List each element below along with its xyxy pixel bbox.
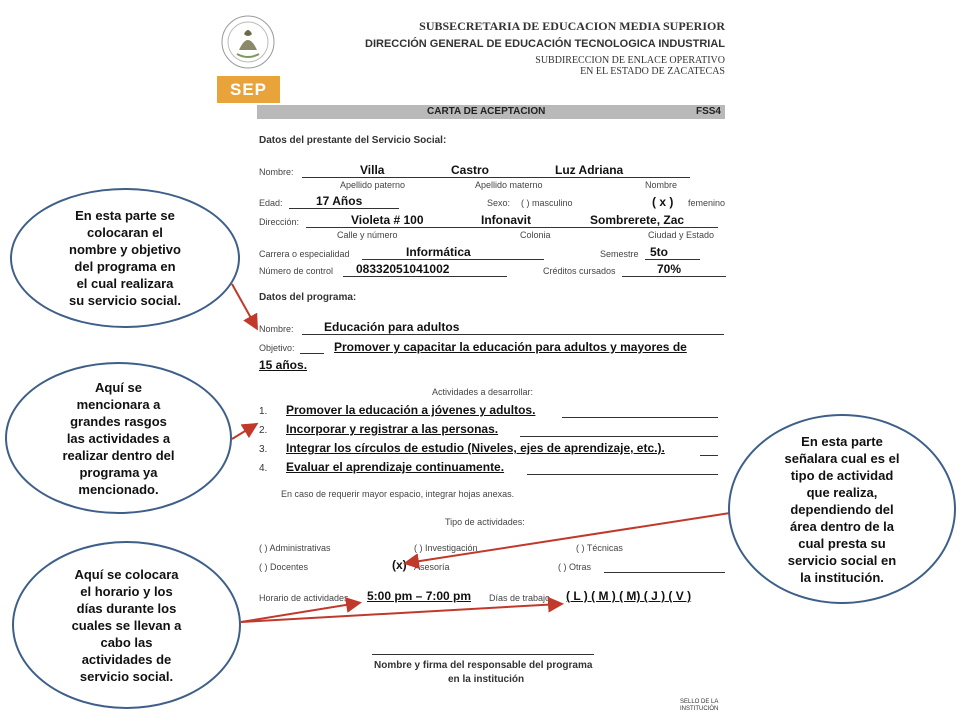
carrera-label: Carrera o especialidad — [259, 249, 350, 259]
objetivo-line-2: 15 años. — [259, 358, 308, 372]
header-line-3a: SUBDIRECCION DE ENLACE OPERATIVO — [535, 55, 725, 66]
callout-schedule-line: Aquí se colocara — [74, 566, 179, 582]
tipo-title: Tipo de actividades: — [445, 517, 525, 527]
header-line-2: DIRECCIÓN GENERAL DE EDUCACIÓN TECNOLOGICA INDUSTRIAL — [365, 38, 725, 50]
actividad-4: Evaluar el aprendizaje continuamente. — [286, 460, 505, 474]
calle-value: Violeta # 100 — [351, 213, 424, 227]
masculino-option: ( ) masculino — [521, 198, 573, 208]
actividad-3: Integrar los círculos de estudio (Niveles, ejes de aprendizaje, etc.). — [286, 441, 665, 455]
carrera-value: Informática — [406, 245, 471, 259]
actividad-2: Incorporar y registrar a las personas. — [286, 422, 499, 436]
callout-program-line: En esta parte se — [75, 208, 175, 223]
objetivo-label: Objetivo: — [259, 343, 295, 353]
programa-nombre-label: Nombre: — [259, 324, 294, 334]
callout-schedule — [12, 541, 241, 709]
section-programa: Datos del programa: — [259, 292, 357, 303]
section-prestante: Datos del prestante del Servicio Social: — [259, 135, 447, 146]
arrow-activities — [232, 425, 255, 439]
edad-label: Edad: — [259, 198, 283, 208]
callout-type — [728, 414, 956, 604]
sexo-label: Sexo: — [487, 198, 511, 208]
callout-type-line: que realiza, — [806, 484, 878, 500]
tipo-tecnicas: ( ) Técnicas — [576, 543, 623, 553]
tipo-investigacion: ( ) Investigación — [414, 543, 478, 553]
apellido-paterno-label: Apellido paterno — [340, 180, 406, 190]
callout-type-line: señalara cual es el — [784, 450, 900, 466]
actividad-num-3: 3. — [259, 444, 268, 455]
sello-line-1: SELLO DE LA — [680, 699, 719, 705]
callout-program — [10, 188, 240, 328]
control-label: Número de control — [259, 266, 334, 276]
semestre-value: 5to — [650, 245, 668, 259]
arrow-program — [232, 284, 256, 327]
callout-schedule-line: el horario y los — [80, 583, 173, 599]
femenino-mark: ( x ) — [652, 195, 674, 209]
callout-program-line: su servicio social. — [68, 293, 181, 308]
callout-program-line: del programa en — [74, 259, 176, 274]
callout-activities-line: Aquí se — [95, 379, 142, 395]
callout-activities-line: las actividades a — [66, 430, 171, 446]
actividad-num-4: 4. — [259, 463, 268, 474]
ciudad-label: Ciudad y Estado — [648, 230, 715, 240]
firma-label-1: Nombre y firma del responsable del programa — [374, 660, 593, 671]
callout-activities-line: programa ya — [79, 464, 158, 480]
dias-label: Días de trabajo — [489, 593, 551, 603]
actividades-title: Actividades a desarrollar: — [432, 387, 534, 397]
callout-schedule-line: días durante los — [76, 600, 177, 616]
colonia-label: Colonia — [520, 230, 551, 240]
creditos-label: Créditos cursados — [543, 266, 616, 276]
apellido-materno-value: Castro — [451, 163, 490, 177]
callout-type-line: En esta parte — [801, 433, 883, 449]
callout-program-line: colocaran el — [87, 225, 163, 240]
ciudad-value: Sombrerete, Zac — [590, 213, 685, 227]
control-value: 08332051041002 — [356, 262, 450, 276]
actividad-num-2: 2. — [259, 425, 268, 436]
tipo-otras: ( ) Otras — [558, 562, 591, 572]
direccion-label: Dirección: — [259, 217, 300, 227]
callout-schedule-line: servicio social. — [79, 668, 174, 684]
callout-type-line: la institución. — [800, 569, 884, 585]
callout-schedule-line: actividades de — [81, 651, 172, 667]
callout-type-line: tipo de actividad — [790, 467, 894, 483]
arrow-dias — [241, 604, 560, 622]
apellido-paterno-value: Villa — [360, 163, 385, 177]
objetivo-line-1: Promover y capacitar la educación para adultos y mayores de — [334, 340, 687, 354]
callout-activities-line: grandes rasgos — [70, 413, 167, 429]
nombre-value: Luz Adriana — [555, 163, 624, 177]
tipo-asesoria-mark: (x) — [392, 558, 407, 572]
femenino-option: femenino — [688, 198, 726, 208]
form-code: FSS4 — [695, 106, 721, 117]
callout-activities — [5, 362, 232, 514]
actividad-num-1: 1. — [259, 406, 268, 417]
callout-type-line: dependiendo del — [790, 501, 894, 517]
tipo-administrativas: ( ) Administrativas — [259, 543, 331, 553]
callout-type-line: cual presta su — [798, 535, 886, 551]
apellido-materno-label: Apellido materno — [475, 180, 543, 190]
callout-activities-line: realizar dentro del — [62, 447, 175, 463]
nombre-label: Nombre: — [259, 167, 294, 177]
sello-line-2: INSTITUCIÓN — [680, 706, 719, 712]
form-title: CARTA DE ACEPTACION — [427, 106, 546, 117]
callout-activities-line: mencionara a — [76, 396, 161, 412]
semestre-label: Semestre — [600, 249, 639, 259]
callout-program-line: nombre y objetivo — [69, 242, 181, 257]
callout-program-line: el cual realizara — [76, 276, 174, 291]
firma-label-2: en la institución — [448, 674, 525, 685]
callout-activities-line: mencionado. — [78, 481, 159, 497]
sep-logo-text: SEP — [217, 76, 280, 103]
creditos-value: 70% — [657, 262, 682, 276]
header-line-1: SUBSECRETARIA DE EDUCACION MEDIA SUPERIOR — [419, 19, 725, 33]
nombre-sub-label: Nombre — [645, 180, 678, 190]
header-line-3b: EN EL ESTADO DE ZACATECAS — [580, 66, 725, 77]
tipo-docentes: ( ) Docentes — [259, 562, 309, 572]
anexas-note: En caso de requerir mayor espacio, integrar hojas anexas. — [281, 489, 515, 499]
edad-value: 17 Años — [316, 194, 363, 208]
arrow-type — [407, 513, 730, 563]
dias-value: ( L ) ( M ) ( M) ( J ) ( V ) — [566, 589, 692, 603]
programa-nombre-value: Educación para adultos — [324, 320, 460, 334]
callout-schedule-line: cuales se llevan a — [71, 617, 182, 633]
calle-label: Calle y número — [337, 230, 398, 240]
callout-type-line: área dentro de la — [789, 518, 895, 534]
callout-schedule-line: cabo las — [100, 634, 153, 650]
horario-value: 5:00 pm – 7:00 pm — [367, 589, 472, 603]
horario-label: Horario de actividades — [259, 593, 349, 603]
callout-type-line: servicio social en — [787, 552, 897, 568]
colonia-value: Infonavit — [481, 213, 531, 227]
tipo-asesoria: Asesoría — [414, 562, 450, 572]
actividad-1: Promover la educación a jóvenes y adultos. — [286, 403, 536, 417]
